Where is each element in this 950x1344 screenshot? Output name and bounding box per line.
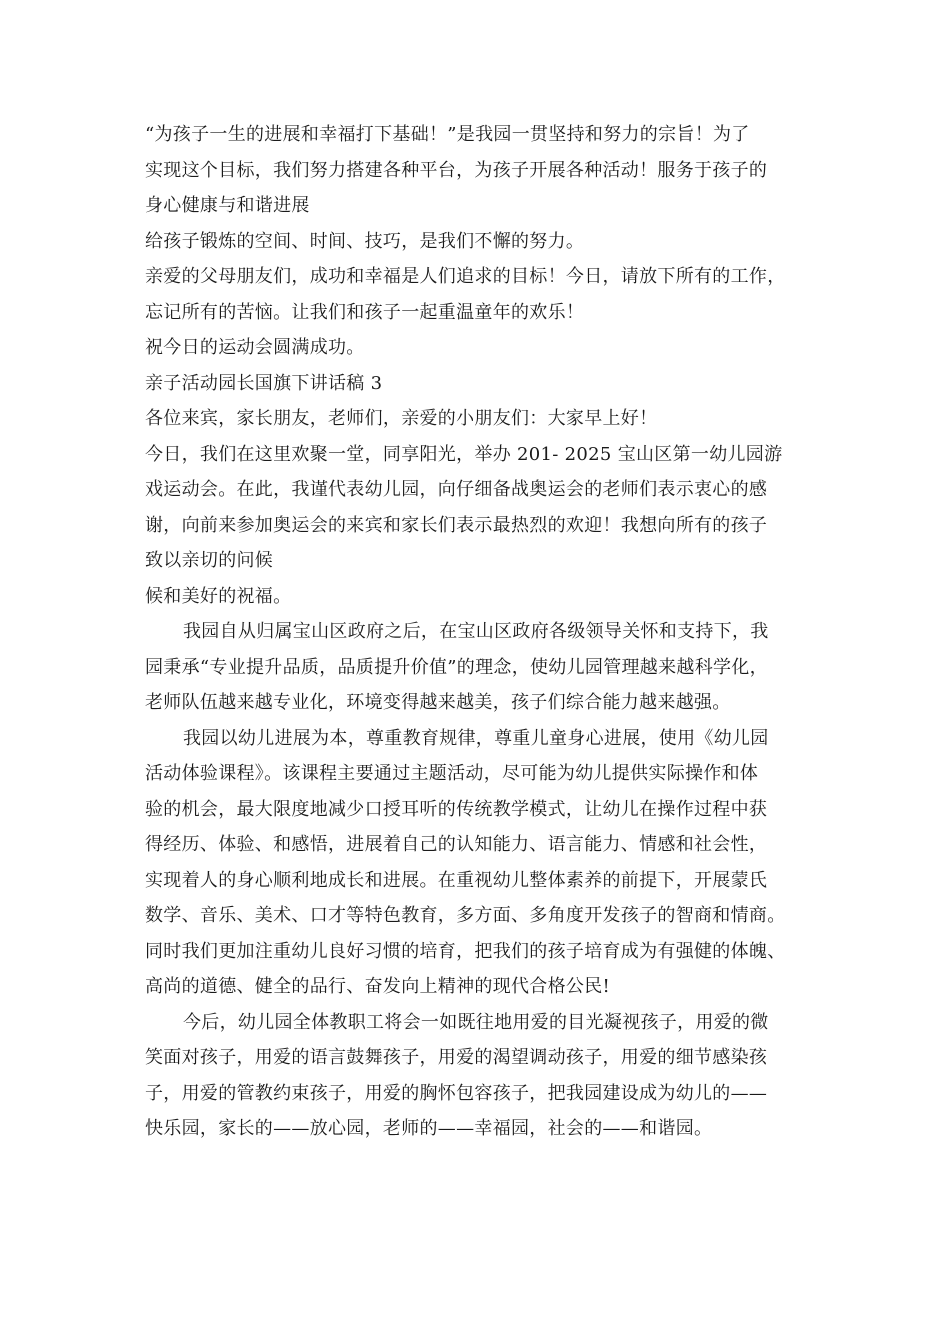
text-line: 我园自从归属宝山区政府之后，在宝山区政府各级领导关怀和支持下，我 — [183, 621, 769, 642]
text-line: 今后，幼儿园全体教职工将会一如既往地用爱的目光凝视孩子，用爱的微 — [183, 1011, 769, 1033]
text-line: 今日，我们在这里欢聚一堂，同享阳光，举办 201- 2025 宝山区第一幼儿园游 — [145, 443, 783, 465]
text-line: 活动体验课程》。该课程主要通过主题活动，尽可能为幼儿提供实际操作和体 — [145, 763, 759, 784]
text-line: 谢，向前来参加奥运会的来宾和家长们表示最热烈的欢迎！我想向所有的孩子 — [145, 514, 768, 536]
text-line: 亲子活动园长国旗下讲话稿 3 — [145, 372, 383, 394]
text-line: 同时我们更加注重幼儿良好习惯的培育，把我们的孩子培育成为有强健的体魄、 — [145, 940, 786, 962]
text-line: 实现着人的身心顺利地成长和进展。在重视幼儿整体素养的前提下，开展蒙氏 — [145, 869, 768, 891]
text-line: 亲爱的父母朋友们，成功和幸福是人们追求的目标！今日，请放下所有的工作， — [145, 266, 786, 287]
text-line: 给孩子锻炼的空间、时间、技巧，是我们不懈的努力。 — [145, 230, 585, 252]
text-line: 笑面对孩子，用爱的语言鼓舞孩子，用爱的渴望调动孩子，用爱的细节感染孩 — [145, 1047, 768, 1068]
text-line: 得经历、体验、和感悟，进展着自己的认知能力、语言能力、情感和社会性， — [145, 834, 768, 855]
text-line: 子，用爱的管教约束孩子，用爱的胸怀包容孩子，把我园建设成为幼儿的—— — [145, 1082, 768, 1104]
text-line: 候和美好的祝福。 — [145, 585, 292, 607]
text-line: 身心健康与和谐进展 — [145, 195, 310, 216]
document-body — [145, 117, 815, 1147]
text-line: 实现这个目标，我们努力搭建各种平台，为孩子开展各种活动！服务于孩子的 — [145, 159, 768, 181]
text-line: 忘记所有的苦恼。让我们和孩子一起重温童年的欢乐！ — [145, 301, 585, 323]
text-line: 高尚的道德、健全的品行、奋发向上精神的现代合格公民! — [145, 976, 611, 997]
text-line: 园秉承“专业提升品质，品质提升价值”的理念，使幼儿园管理越来越科学化， — [145, 656, 768, 678]
text-line: 戏运动会。在此，我谨代表幼儿园，向仔细备战奥运会的老师们表示衷心的感 — [145, 479, 768, 500]
text-line: 各位来宾，家长朋友，老师们，亲爱的小朋友们：大家早上好！ — [145, 408, 658, 429]
text-line: 验的机会，最大限度地减少口授耳听的传统教学模式，让幼儿在操作过程中获 — [145, 798, 768, 820]
text-line: 致以亲切的问候 — [145, 550, 274, 571]
text-line: 祝今日的运动会圆满成功。 — [145, 337, 365, 358]
text-line: 老师队伍越来越专业化，环境变得越来越美，孩子们综合能力越来越强。 — [145, 692, 731, 713]
text-line: 快乐园，家长的——放心园，老师的——幸福园，社会的——和谐园。 — [145, 1118, 713, 1139]
text-line: “为孩子一生的进展和幸福打下基础！”是我园一贯坚持和努力的宗旨！为了 — [145, 124, 750, 145]
text-line: 数学、音乐、美术、口才等特色教育，多方面、多角度开发孩子的智商和情商。 — [145, 905, 786, 926]
text-line: 我园以幼儿进展为本，尊重教育规律，尊重儿童身心进展，使用《幼儿园 — [183, 727, 769, 749]
